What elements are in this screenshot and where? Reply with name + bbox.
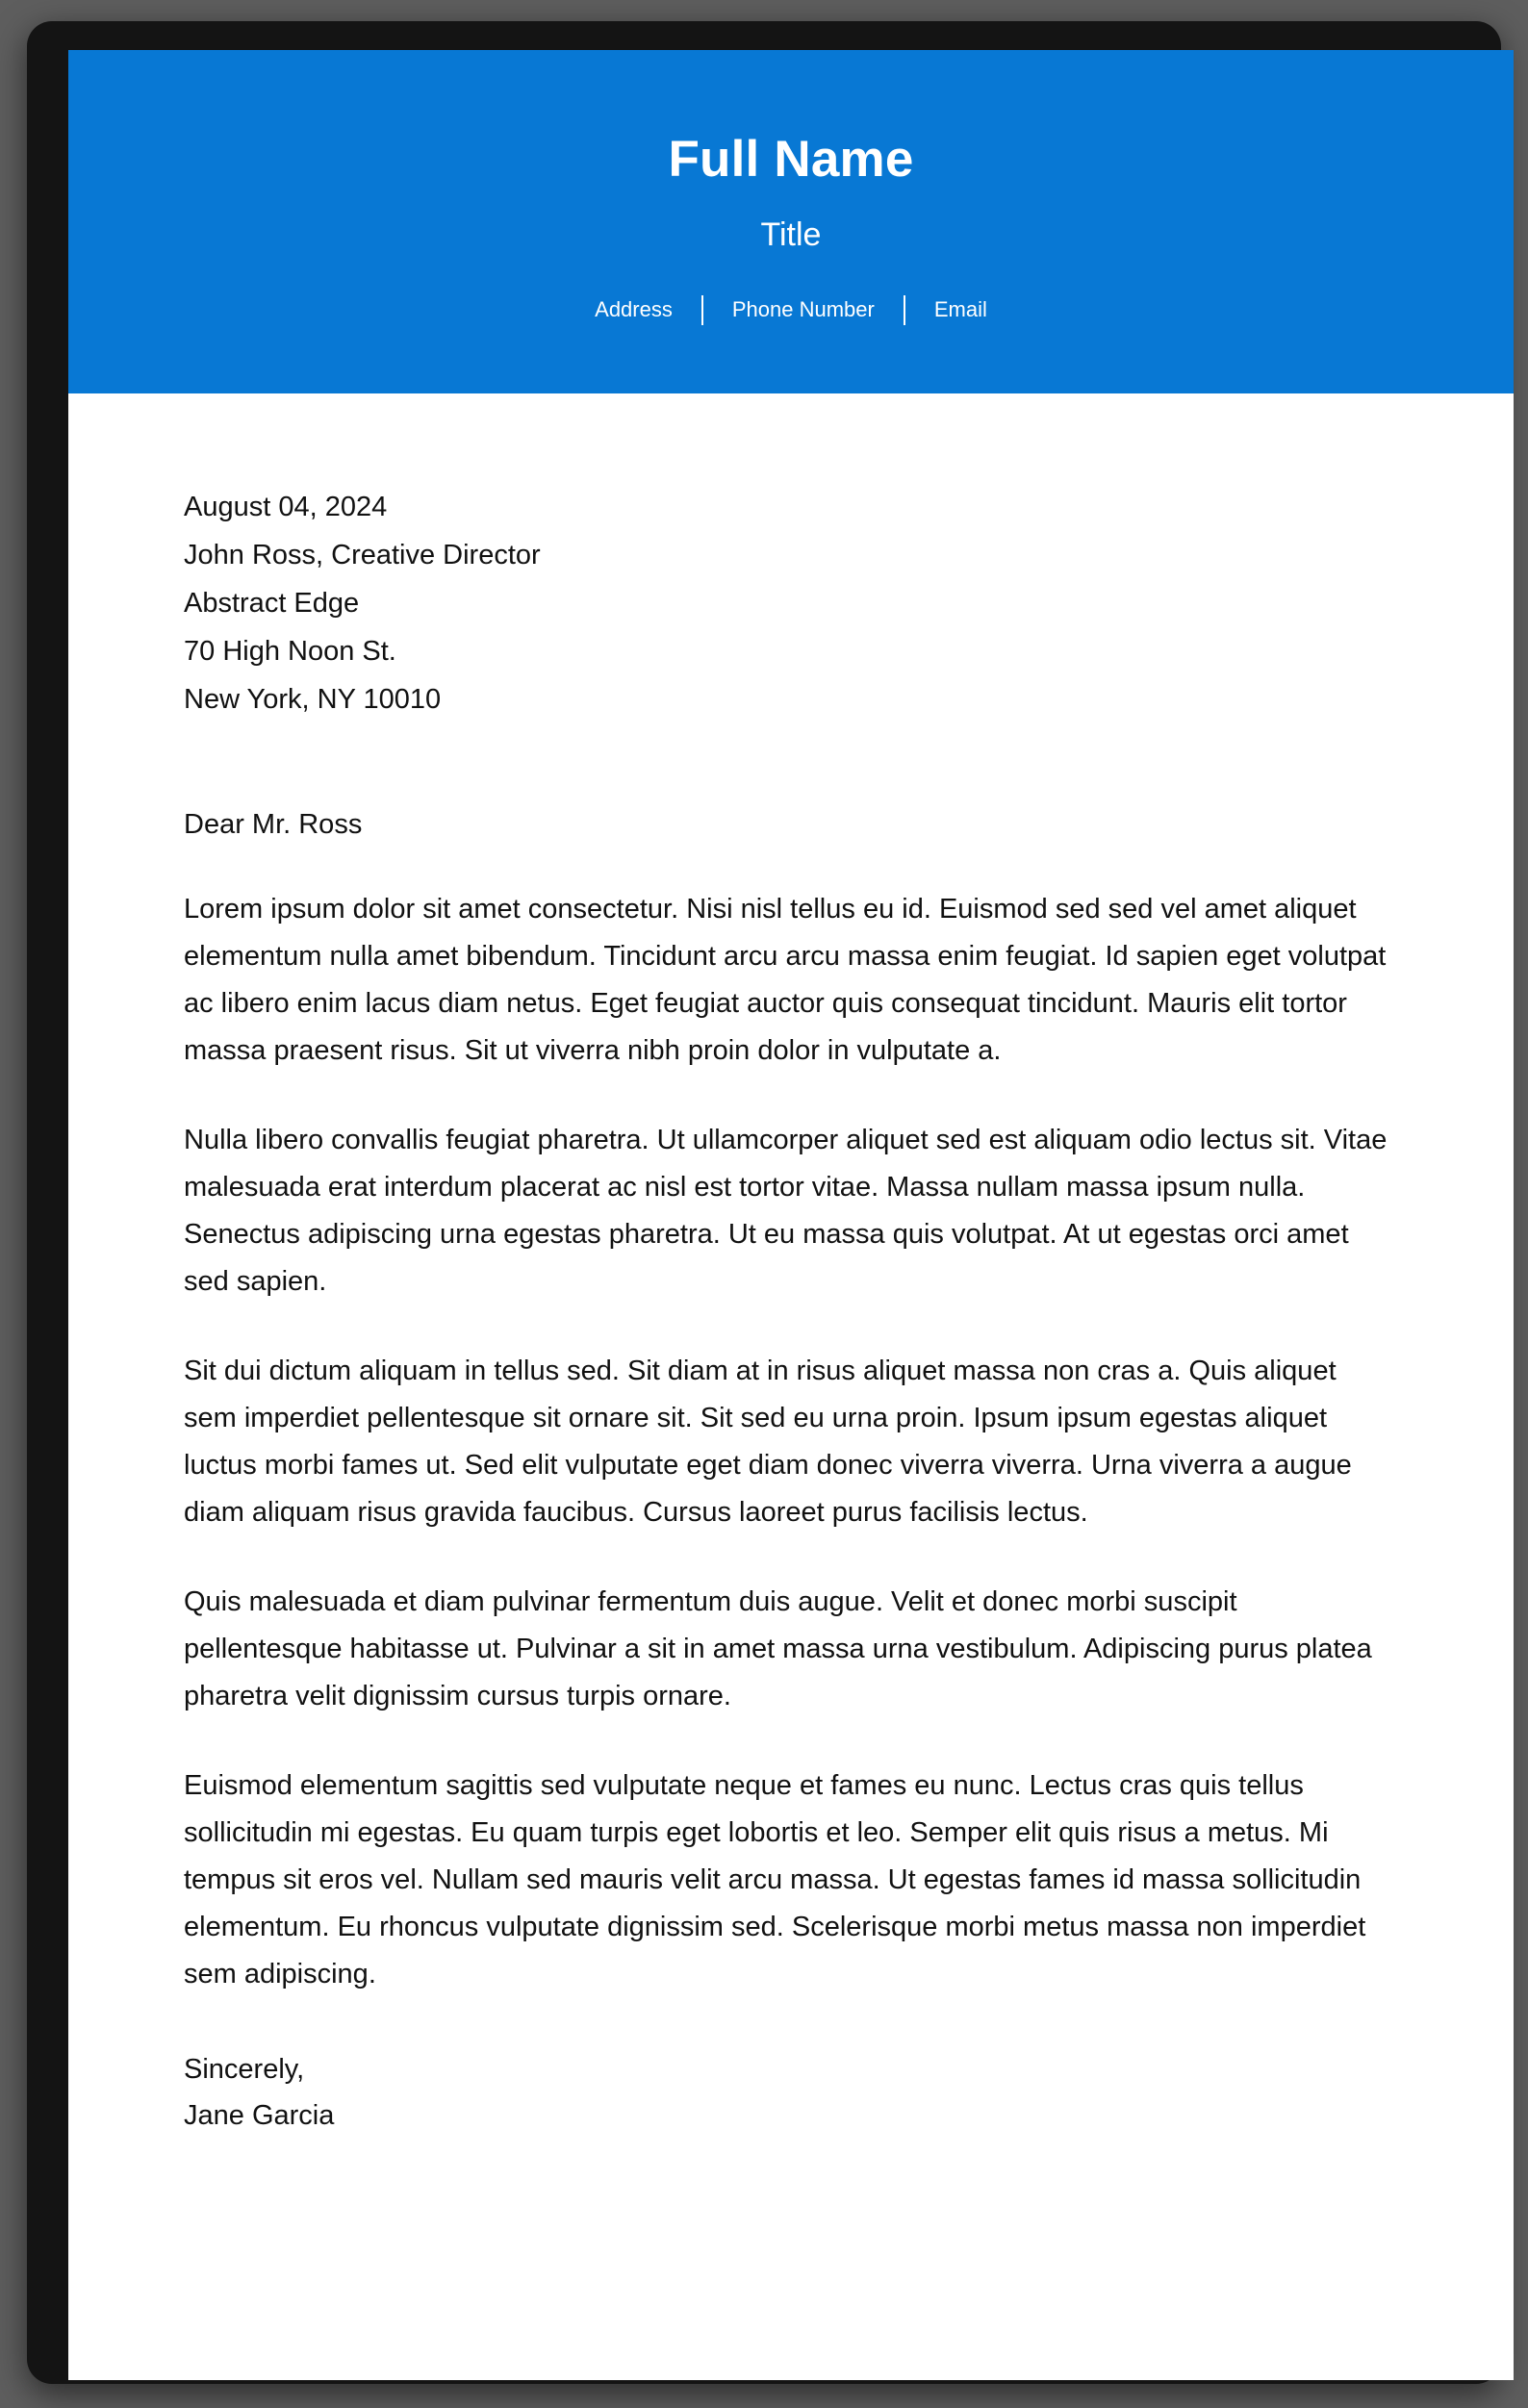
sender-name: Jane Garcia [184,2099,335,2131]
recipient-city-state-zip: New York, NY 10010 [184,684,442,715]
job-title: Title [760,215,822,253]
body-paragraph: Euismod elementum sagittis sed vulputate neque et fames eu nunc. Lectus cras quis tellus sollicitudin mi egestas. Eu quam turpis eget lobortis et leo. Semper elit quis risus a metus. Mi tempus sit eros vel. Nullam sed mauris velit arcu massa. Ut egestas fames id massa sollicitudin elementum. Eu rhoncus vulputate dignissim sed. Scelerisque morbi metus massa non imperdiet sem adipiscing. [184,1769,1366,1990]
page-title: Full Name [668,131,914,188]
contact-phone-number[interactable]: Phone Number [731,297,875,322]
contact-address[interactable]: Address [595,297,673,322]
recipient-block [184,483,1398,723]
device-frame [27,21,1501,2384]
contact-email[interactable]: Email [933,297,987,322]
body-paragraph: Nulla libero convallis feugiat pharetra. Ut ullamcorper aliquet sed est aliquam odio lectus sit. Vitae malesuada erat interdum placerat ac nisl est tortor vitae. Massa nullam massa ipsum nulla. Senectus adipiscing urna egestas pharetra. Ut eu massa quis volutpat. At ut egestas orci amet sed sapien. [184,1124,1388,1297]
body-paragraph: Lorem ipsum dolor sit amet consectetur. Nisi nisl tellus eu id. Euismod sed sed vel amet aliquet elementum nulla amet bibendum. Tincidunt arcu arcu massa enim feugiat. Id sapien eget volutpat ac libero enim lacus diam netus. Eget feugiat auctor quis consequat tincidunt. Mauris elit tortor massa praesent risus. Sit ut viverra nibh proin dolor in vulputate a. [184,893,1387,1066]
letter-body [68,483,1514,2139]
letter-page [68,50,1514,2380]
recipient-street: 70 High Noon St. [184,636,396,667]
body-paragraph: Quis malesuada et diam pulvinar fermentum duis augue. Velit et donec morbi suscipit pellentesque habitasse ut. Pulvinar a sit in amet massa urna vestibulum. Adipiscing purus platea pharetra velit dignissim cursus turpis ornare. [184,1585,1372,1711]
valediction: Sincerely, [184,2053,305,2085]
closing-block [184,2046,1398,2139]
contact-row [566,295,1016,325]
body-paragraph: Sit dui dictum aliquam in tellus sed. Sit diam at in risus aliquet massa non cras a. Quis aliquet sem imperdiet pellentesque sit ornare sit. Sit sed eu urna proin. Ipsum ipsum egestas aliquet luctus morbi fames ut. Sed elit vulputate eget diam donec viverra viverra. Urna viverra a augue diam aliquam risus gravida faucibus. Cursus laoreet purus facilisis lectus. [184,1355,1352,1528]
salutation: Dear Mr. Ross [184,809,363,840]
letter-date: August 04, 2024 [184,492,388,522]
letterhead-banner [68,50,1514,393]
recipient-company: Abstract Edge [184,588,360,619]
recipient-name-role: John Ross, Creative Director [184,540,541,570]
